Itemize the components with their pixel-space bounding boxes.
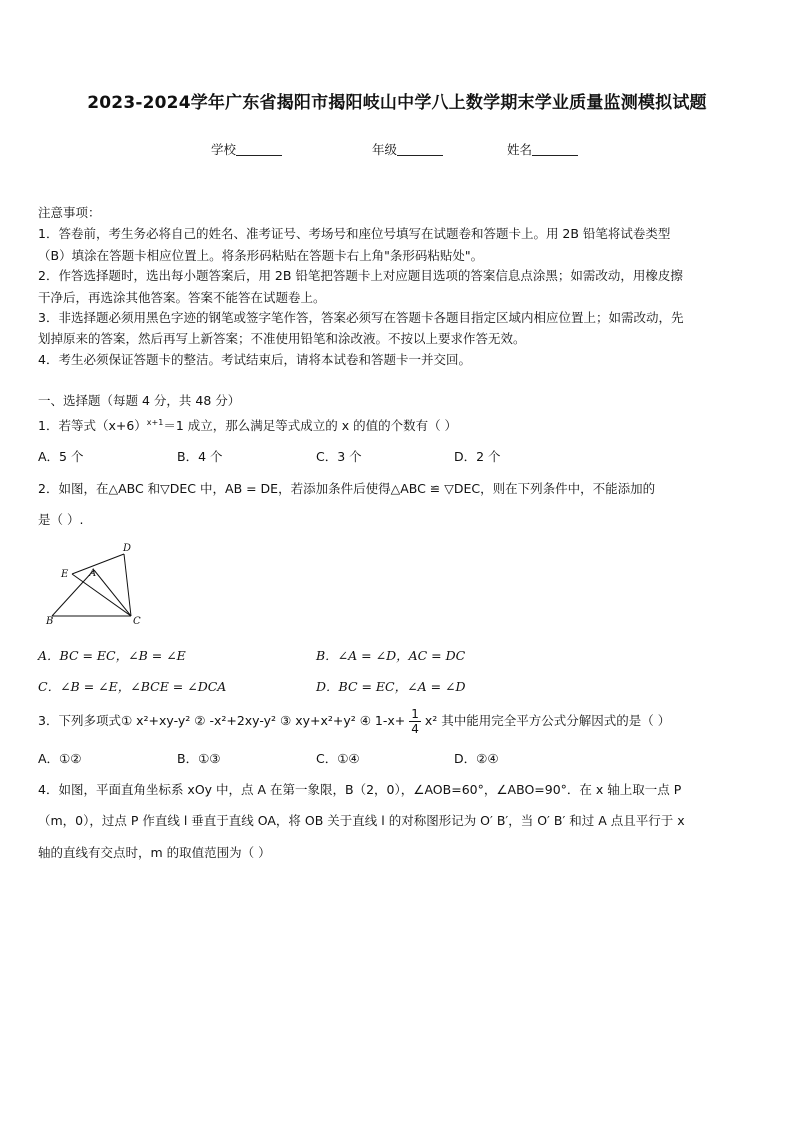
note-1-line-2: （B）填涂在答题卡相应位置上。将条形码粘贴在答题卡右上角"条形码粘贴处"。: [38, 248, 484, 263]
q3-post: x² 其中能用完全平方公式分解因式的是（ ）: [424, 713, 671, 728]
note-1-line-1: 1．答卷前，考生务必将自己的姓名、准考证号、考场号和座位号填写在试题卷和答题卡上。用 2B 铅笔将试卷类型: [38, 226, 671, 241]
label-e: E: [61, 569, 69, 580]
q3-option-d: D．②④: [454, 751, 499, 766]
label-d: D: [123, 543, 132, 554]
q2-triangle-figure: [40, 540, 150, 630]
q1-option-c: C．3 个: [316, 449, 362, 464]
page-title: 2023-2024学年广东省揭阳市揭阳岐山中学八上数学期末学业质量监测模拟试题: [87, 93, 707, 113]
note-2-line-1: 2．作答选择题时，选出每小题答案后，用 2B 铅笔把答题卡上对应题目选项的答案信息点涂黑；如需改动，用橡皮擦: [38, 268, 683, 283]
q3-fraction-denominator: 4: [411, 722, 419, 736]
q4-line-3: 轴的直线有交点时，m 的取值范围为（ ）: [38, 845, 271, 860]
note-3-line-1: 3．非选择题必须用黑色字迹的钢笔或签字笔作答，答案必须写在答题卡各题目指定区域内相应位置上；如需改动，先: [38, 310, 684, 325]
note-3-line-2: 划掉原来的答案，然后再写上新答案；不准使用铅笔和涂改液。不按以上要求作答无效。: [38, 331, 526, 346]
segment-ed: [72, 554, 124, 574]
q1-post: ＝1 成立，那么满足等式成立的 x 的值的个数有（ ）: [163, 418, 458, 433]
label-b: B: [46, 616, 54, 627]
segment-dc: [124, 554, 131, 616]
q1-option-a: A．5 个: [38, 449, 84, 464]
section-heading: 一、选择题（每题 4 分，共 48 分）: [38, 393, 241, 408]
q2-option-c: C．∠B = ∠E，∠BCE = ∠DCA: [38, 679, 227, 694]
q3-fraction: [409, 707, 421, 736]
q3-fraction-numerator: 1: [411, 707, 419, 721]
q1-option-b: B．4 个: [177, 449, 223, 464]
note-4: 4．考生必须保证答题卡的整洁。考试结束后，请将本试卷和答题卡一并交回。: [38, 352, 471, 367]
notes-heading: 注意事项：: [38, 205, 101, 220]
grade-label: 年级: [372, 142, 398, 157]
q4-line-2: （m，0），过点 P 作直线 l 垂直于直线 OA，将 OB 关于直线 l 的对称图形记为 O′ B′，当 O′ B′ 和过 A 点且平行于 x: [38, 813, 685, 828]
school-blank: [236, 143, 282, 156]
name-label: 姓名: [507, 142, 533, 157]
q4-line-1: 4．如图，平面直角坐标系 xOy 中，点 A 在第一象限，B（2，0），∠AOB=60°，∠ABO=90°．在 x 轴上取一点 P: [38, 782, 682, 797]
grade-field: [372, 140, 443, 158]
grade-blank: [397, 143, 443, 156]
q1-pre: 1．若等式（x+6）: [38, 418, 147, 433]
name-blank: [532, 143, 578, 156]
school-label: 学校: [211, 142, 237, 157]
q2-option-d: D．BC = EC，∠A = ∠D: [316, 679, 466, 694]
q2-line-2: 是（ ）.: [38, 512, 84, 527]
q3-option-b: B．①③: [177, 751, 221, 766]
q1-option-d: D．2 个: [454, 449, 501, 464]
q2-option-b: B．∠A = ∠D，AC = DC: [316, 648, 466, 663]
note-2-line-2: 干净后，再选涂其他答案。答案不能答在试题卷上。: [38, 290, 326, 305]
segment-ec: [72, 574, 131, 616]
q3-option-a: A．①②: [38, 751, 82, 766]
q2-option-a: A．BC = EC，∠B = ∠E: [38, 648, 186, 663]
name-field: [507, 140, 578, 158]
q2-line-1: 2．如图，在△ABC 和▽DEC 中，AB = DE，若添加条件后使得△ABC ≌ ▽DEC，则在下列条件中，不能添加的: [38, 481, 656, 496]
q3-option-c: C．①④: [316, 751, 360, 766]
school-field: [211, 140, 282, 158]
question-1: [38, 416, 457, 434]
q3-pre: 3．下列多项式① x²+xy-y² ② -x²+2xy-y² ③ xy+x²+y² ④ 1-x+: [38, 713, 406, 728]
label-a: A: [89, 568, 97, 579]
q1-exponent: x+1: [146, 417, 164, 427]
question-3: [38, 707, 670, 736]
label-c: C: [133, 616, 141, 627]
segment-ba: [52, 568, 97, 616]
